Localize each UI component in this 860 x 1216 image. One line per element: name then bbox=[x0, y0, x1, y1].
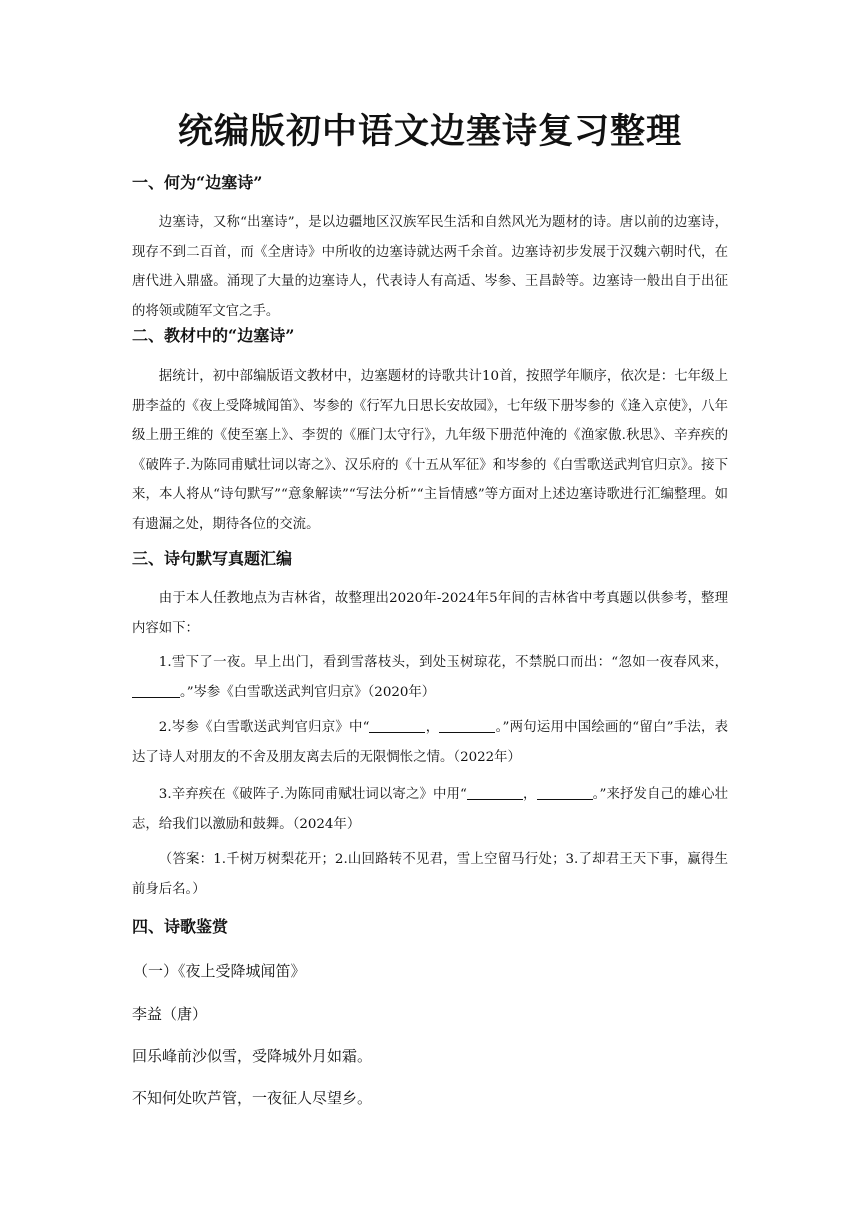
poem-line-1: 回乐峰前沙似雪，受降城外月如霜。 bbox=[132, 1047, 373, 1065]
poem-author: 李益（唐） bbox=[132, 1005, 208, 1023]
question-1 bbox=[132, 648, 728, 707]
question-3-separator: ， bbox=[522, 787, 537, 802]
answer-blank bbox=[439, 719, 495, 733]
section-3-heading: 三、诗句默写真题汇编 bbox=[132, 549, 293, 568]
section-1-paragraph: 边塞诗，又称“出塞诗”，是以边疆地区汉族军民生活和自然风光为题材的诗。唐以前的边塞诗，现存不到二百首，而《全唐诗》中所收的边塞诗就达两千余首。边塞诗初步发展于汉魏六朝时代，在唐代进入鼎盛。涌现了大量的边塞诗人，代表诗人有高适、岑参、王昌龄等。边塞诗一般出自于出征的将领或随军文官之手。 bbox=[132, 215, 728, 319]
section-2-paragraph: 据统计，初中部编版语文教材中，边塞题材的诗歌共计10首，按照学年顺序，依次是：七年级上册李益的《夜上受降城闻笛》、岑参的《行军九日思长安故园》，七年级下册岑参的《逢入京使》，八年级上册王维的《使至塞上》、李贺的《雁门太守行》，九年级下册范仲淹的《渔家傲.秋思》、辛弃疾的《破阵子.为陈同甫赋壮词以寄之》、汉乐府的《十五从军征》和岑参的《白雪歌送武判官归京》。接下来，本人将从“诗句默写”“意象解读”“写法分析”“主旨情感”等方面对上述边塞诗歌进行汇编整理。如有遗漏之处，期待各位的交流。 bbox=[132, 369, 728, 532]
answer-blank bbox=[467, 786, 523, 800]
section-4-heading: 四、诗歌鉴赏 bbox=[132, 917, 229, 936]
poem-line-2: 不知何处吹芦管，一夜征人尽望乡。 bbox=[132, 1089, 373, 1107]
section-2-heading: 二、教材中的“边塞诗” bbox=[132, 326, 295, 345]
question-2 bbox=[132, 713, 728, 772]
section-1-heading: 一、何为“边塞诗” bbox=[132, 173, 263, 192]
question-2-before: 2.岑参《白雪歌送武判官归京》中“ bbox=[158, 720, 370, 735]
question-2-separator: ， bbox=[425, 720, 440, 735]
question-3-after: 。”来抒发自己的雄心壮志，给我们以激励和鼓舞。（2024年） bbox=[132, 787, 728, 832]
answer-key: （答案：1.千树万树梨花开；2.山回路转不见君，雪上空留马行处；3.了却君王天下事，赢得生前身后名。） bbox=[132, 852, 728, 897]
answer-blank bbox=[132, 683, 180, 697]
answer-blank bbox=[537, 786, 593, 800]
section-3-intro: 由于本人任教地点为吉林省，故整理出2020年-2024年5年间的吉林省中考真题以供参考，整理内容如下： bbox=[132, 591, 728, 636]
answer-blank bbox=[369, 719, 425, 733]
question-1-after: 。”岑参《白雪歌送武判官归京》（2020年） bbox=[180, 684, 436, 700]
document-title: 统编版初中语文边塞诗复习整理 bbox=[177, 111, 682, 152]
question-3-before: 3.辛弃疾在《破阵子.为陈同甫赋壮词以寄之》中用“ bbox=[158, 787, 467, 802]
poem-subtitle: （一）《夜上受降城闻笛》 bbox=[133, 962, 306, 980]
question-2-after: 。”两句运用中国绘画的“留白”手法，表达了诗人对朋友的不舍及朋友离去后的无限惆怅之情。（2022年） bbox=[132, 720, 728, 765]
question-3 bbox=[132, 780, 728, 839]
question-1-before: 1.雪下了一夜。早上出门，看到雪落枝头，到处玉树琼花，不禁脱口而出：“忽如一夜春风来， bbox=[158, 655, 728, 670]
